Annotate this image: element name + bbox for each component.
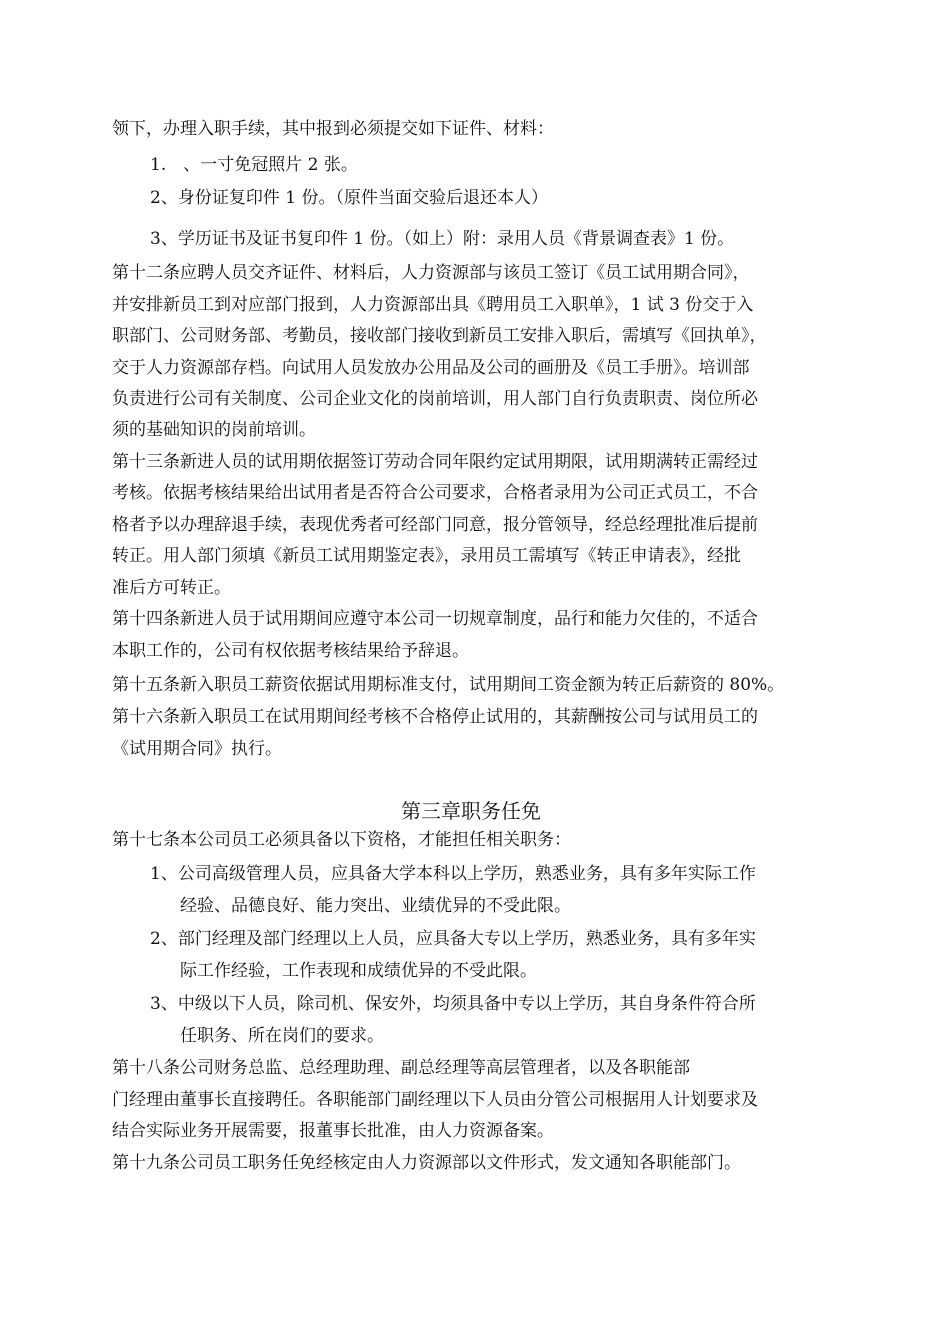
text-line: 转正。用人部门须填《新员工试用期鉴定表》，录用员工需填写《转正申请表》，经批 (112, 546, 741, 566)
text-line: 交于人力资源部存档。向试用人员发放办公用品及公司的画册及《员工手册》。培训部 (112, 358, 750, 378)
text-line: 第十七条本公司员工必须具备以下资格，才能担任相关职务： (112, 830, 571, 850)
chapter-heading: 第三章职务任免 (401, 799, 541, 823)
list-item-continuation: 际工作经验，工作表现和成绩优异的不受此限。 (180, 961, 537, 981)
text-line: 职部门、公司财务部、考勤员，接收部门接收到新员工安排入职后，需填写《回执单》， (112, 326, 767, 346)
list-item: 3、中级以下人员，除司机、保安外，均须具备中专以上学历，其自身条件符合所 (150, 994, 756, 1014)
text-line: 结合实际业务开展需要，报董事长批准，由人力资源备案。 (112, 1121, 554, 1141)
text-line: 并安排新员工到对应部门报到，人力资源部出具《聘用员工入职单》，1 试 3 份交于入 (112, 295, 754, 315)
text-line: 负责进行公司有关制度、公司企业文化的岗前培训，用人部门自行负责职责、岗位所必 (112, 389, 758, 409)
text-line: 格者予以办理辞退手续，表现优秀者可经部门同意，报分管领导，经总经理批准后提前 (112, 515, 758, 535)
list-item: 1、公司高级管理人员，应具备大学本科以上学历，熟悉业务，具有多年实际工作 (150, 864, 756, 884)
text-line: 第十四条新进人员于试用期间应遵守本公司一切规章制度，品行和能力欠佳的，不适合 (112, 609, 758, 629)
list-item: 3、学历证书及证书复印件 1 份。（如上）附：录用人员《背景调查表》1 份。 (150, 229, 735, 249)
list-item: 2、身份证复印件 1 份。（原件当面交验后退还本人） (150, 188, 548, 208)
text-line: 门经理由董事长直接聘任。各职能部门副经理以下人员由分管公司根据用人计划要求及 (112, 1090, 758, 1110)
list-item-continuation: 经验、品德良好、能力突出、业绩优异的不受此限。 (180, 896, 571, 916)
text-line: 第十八条公司财务总监、总经理助理、副总经理等高层管理者，以及各职能部 (112, 1058, 690, 1078)
text-line: 第十二条应聘人员交齐证件、材料后，人力资源部与该员工签订《员工试用期合同》， (112, 263, 750, 283)
text-line: 第十五条新入职员工薪资依据试用期标准支付，试用期间工资金额为转正后薪资的 80%。 (112, 675, 785, 695)
text-line: 本职工作的，公司有权依据考核结果给予辞退。 (112, 641, 469, 661)
list-item-continuation: 任职务、所在岗们的要求。 (180, 1026, 384, 1046)
text-line: 领下，办理入职手续，其中报到必须提交如下证件、材料： (112, 119, 554, 139)
text-line: 准后方可转正。 (112, 578, 231, 598)
list-item: 2、部门经理及部门经理以上人员，应具备大专以上学历，熟悉业务，具有多年实 (150, 929, 756, 949)
text-line: 须的基础知识的岗前培训。 (112, 420, 316, 440)
text-line: 第十三条新进人员的试用期依据签订劳动合同年限约定试用期限，试用期满转正需经过 (112, 452, 758, 472)
text-line: 第十九条公司员工职务任免经核定由人力资源部以文件形式，发文通知各职能部门。 (112, 1153, 741, 1173)
list-item: 1. 、一寸免冠照片 2 张。 (150, 155, 358, 175)
text-line: 《试用期合同》执行。 (112, 739, 282, 759)
text-line: 考核。依据考核结果给出试用者是否符合公司要求，合格者录用为公司正式员工，不合 (112, 483, 758, 503)
text-line: 第十六条新入职员工在试用期间经考核不合格停止试用的，其薪酬按公司与试用员工的 (112, 707, 758, 727)
